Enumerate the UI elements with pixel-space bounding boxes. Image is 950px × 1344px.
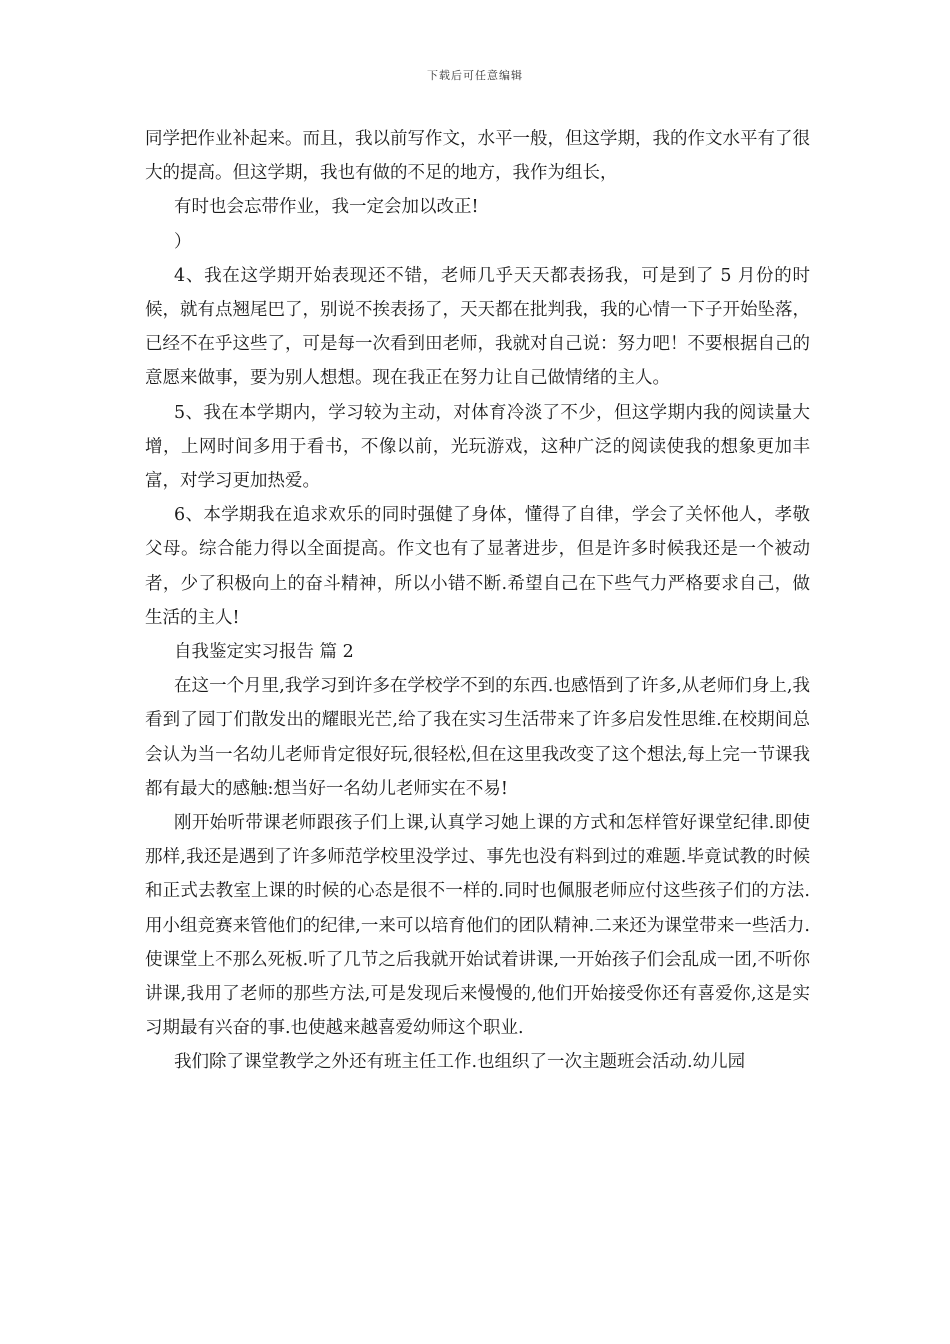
paragraph-3: ）	[174, 231, 192, 252]
paragraph-2: 有时也会忘带作业，我一定会加以改正!	[174, 197, 479, 218]
paragraph-6: 6、本学期我在追求欢乐的同时强健了身体，懂得了自律，学会了关怀他人，孝敬父母。综合能力得以全面提高。作文也有了显著进步，但是许多时候我还是一个被动者，少了积极向上的奋斗精神，所以小错不断.希望自己在下些气力严格要求自己，做生活的主人!	[145, 505, 810, 628]
paragraph-5: 5、我在本学期内，学习较为主动，对体育冷淡了不少，但这学期内我的阅读量大增，上网时间多用于看书，不像以前，光玩游戏，这种广泛的阅读使我的想象更加丰富，对学习更加热爱。	[145, 402, 810, 492]
paragraph-9: 我们除了课堂教学之外还有班主任工作.也组织了一次主题班会活动.幼儿园	[174, 1052, 746, 1073]
paragraph-4: 4、我在这学期开始表现还不错，老师几乎天天都表扬我，可是到了 5 月份的时候，就有点翘尾巴了，别说不挨表扬了，天天都在批判我，我的心情一下子开始坠落，已经不在乎这些了，可是每一次看到田老师，我就对自己说：努力吧！不要根据自己的意愿来做事，要为别人想想。现在我正在努力让自己做情绪的主人。	[145, 265, 810, 389]
document-body	[145, 122, 810, 1080]
paragraph-7: 在这一个月里,我学习到许多在学校学不到的东西.也感悟到了许多,从老师们身上,我看到了园丁们散发出的耀眼光芒,给了我在实习生活带来了许多启发性思维.在校期间总会认为当一名幼儿老师肯定很好玩,很轻松,但在这里我改变了这个想法,每上完一节课我都有最大的感触:想当好一名幼儿老师实在不易!	[145, 676, 810, 799]
paragraph-8: 刚开始听带课老师跟孩子们上课,认真学习她上课的方式和怎样管好课堂纪律.即使那样,我还是遇到了许多师范学校里没学过、事先也没有料到过的难题.毕竟试教的时候和正式去教室上课的时候的心态是很不一样的.同时也佩服老师应付这些孩子们的方法.用小组竞赛来管他们的纪律,一来可以培育他们的团队精神.二来还为课堂带来一些活力.使课堂上不那么死板.听了几节之后我就开始试着讲课,一开始孩子们会乱成一团,不听你讲课,我用了老师的那些方法,可是发现后来慢慢的,他们开始接受你还有喜爱你,这是实习期最有兴奋的事.也使越来越喜爱幼师这个职业.	[145, 813, 810, 1039]
page-header: 下载后可任意编辑	[427, 69, 523, 82]
paragraph-1: 同学把作业补起来。而且，我以前写作文，水平一般，但这学期，我的作文水平有了很大的提高。但这学期，我也有做的不足的地方，我作为组长，	[145, 129, 810, 184]
section-heading: 自我鉴定实习报告 篇 2	[174, 642, 354, 663]
